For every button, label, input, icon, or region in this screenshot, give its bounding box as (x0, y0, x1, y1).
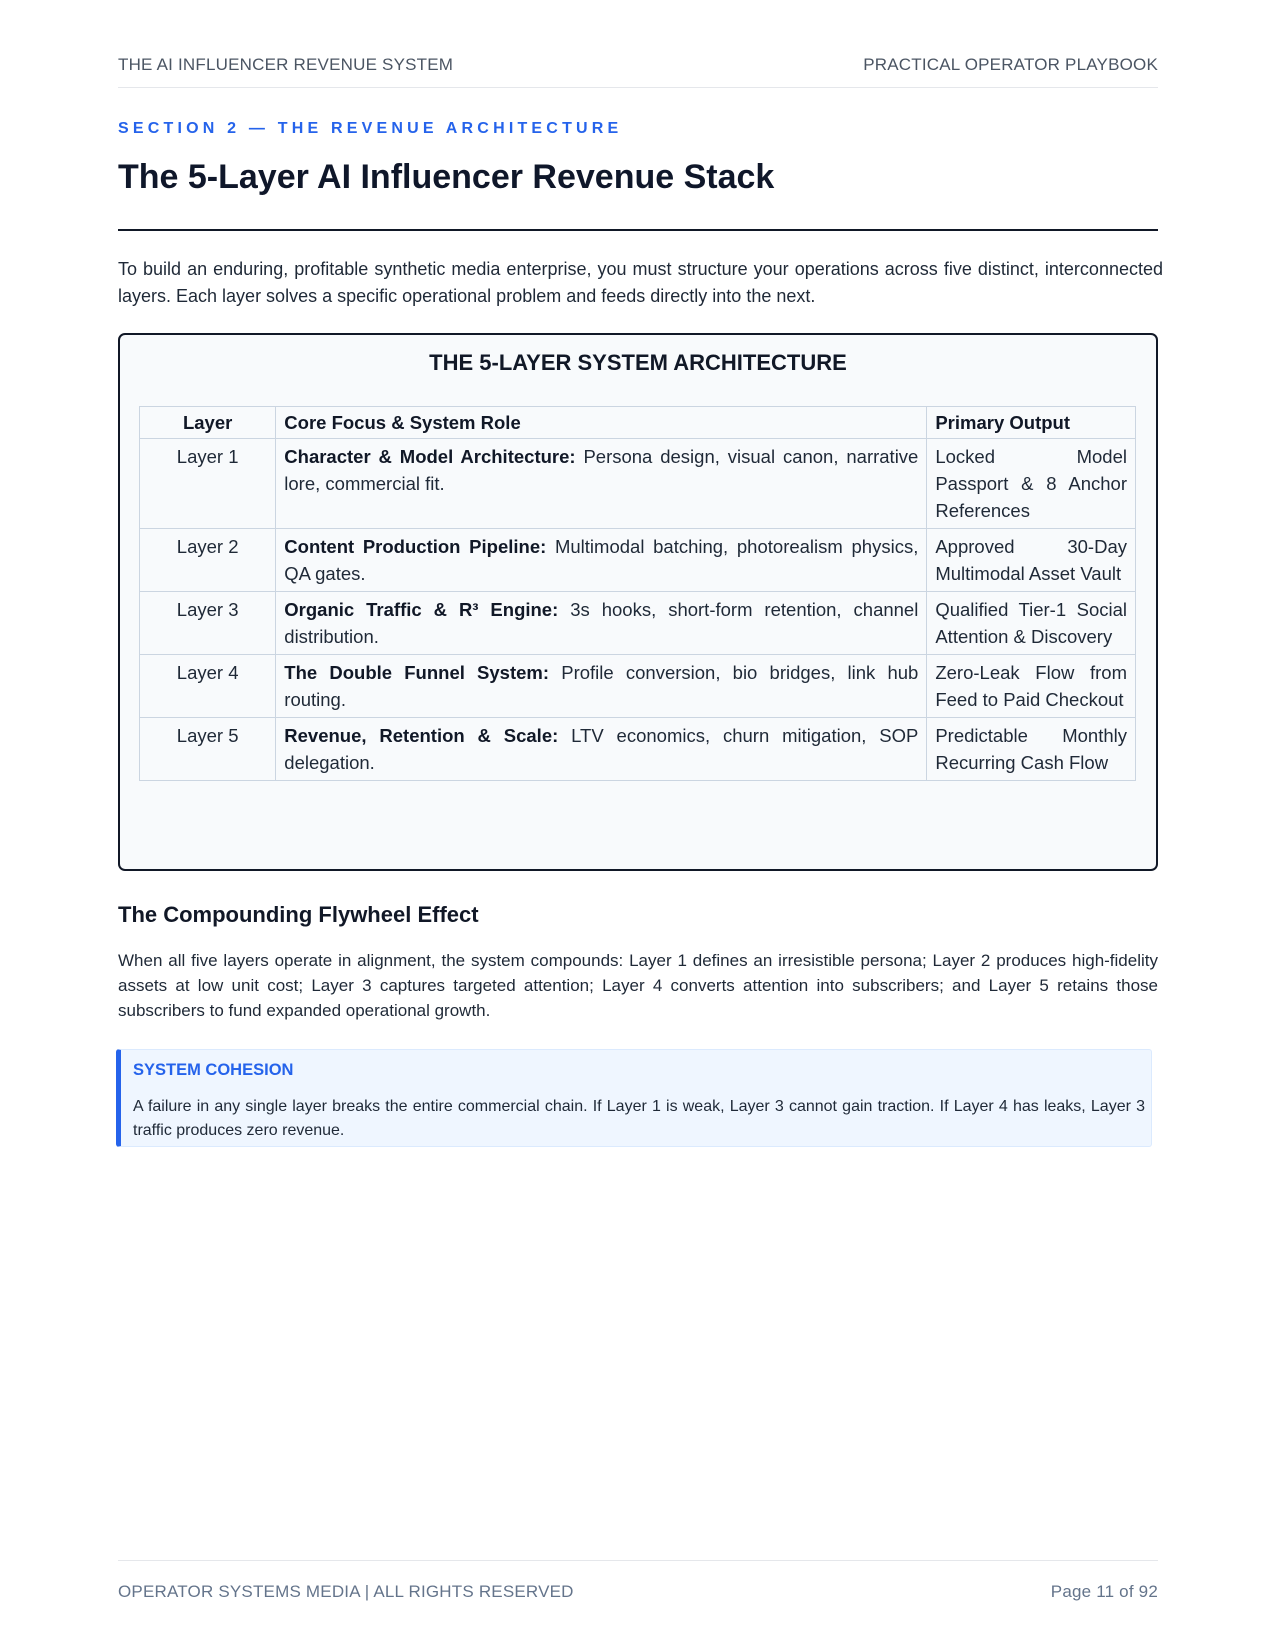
column-header-output: Primary Output (927, 407, 1136, 439)
system-cohesion-callout (116, 1049, 1152, 1147)
focus-title: Organic Traffic & R³ Engine: (284, 599, 559, 620)
output-cell: Locked Model Passport & 8 Anchor References (927, 439, 1136, 529)
title-divider (118, 229, 1158, 231)
header-book-title: THE AI INFLUENCER REVENUE SYSTEM (118, 55, 454, 74)
output-cell: Qualified Tier-1 Social Attention & Discovery (927, 592, 1136, 655)
table-row (140, 529, 1136, 592)
footer-divider (118, 1560, 1158, 1561)
layer-cell: Layer 3 (140, 592, 276, 655)
focus-description: 3s hooks, short-form retention, channel distribution. (284, 599, 919, 647)
focus-description: Multimodal batching, photorealism physics, QA gates. (284, 536, 919, 584)
header-book-subtitle: PRACTICAL OPERATOR PLAYBOOK (863, 55, 1158, 74)
focus-description: Persona design, visual canon, narrative lore, commercial fit. (284, 446, 919, 494)
column-header-layer: Layer (140, 407, 276, 439)
focus-cell (276, 592, 927, 655)
focus-cell (276, 529, 927, 592)
output-cell: Approved 30-Day Multimodal Asset Vault (927, 529, 1136, 592)
section-label: SECTION 2 — THE REVENUE ARCHITECTURE (118, 120, 623, 137)
focus-cell (276, 655, 927, 718)
flywheel-paragraph: When all five layers operate in alignment, the system compounds: Layer 1 defines an irresistible persona; Layer 2 produces high-fidelity assets at low unit cost; Layer 3 captures targeted attention; Layer 4 converts attention into subscribers; and Layer 5 retains those subscribers to fund expanded operational growth. (118, 951, 1158, 1020)
focus-title: The Double Funnel System: (284, 662, 550, 683)
document-page (118, 0, 1163, 1650)
focus-cell (276, 439, 927, 529)
callout-text: A failure in any single layer breaks the entire commercial chain. If Layer 1 is weak, Layer 3 cannot gain traction. If Layer 4 has leaks, Layer 3 traffic produces zero revenue. (133, 1098, 1145, 1139)
output-cell: Predictable Monthly Recurring Cash Flow (927, 718, 1136, 781)
page-title: The 5-Layer AI Influencer Revenue Stack (118, 158, 775, 196)
output-cell: Zero-Leak Flow from Feed to Paid Checkout (927, 655, 1136, 718)
footer-copyright: OPERATOR SYSTEMS MEDIA | ALL RIGHTS RESERVED (118, 1582, 574, 1601)
page-number: Page 11 of 92 (1050, 1582, 1158, 1601)
architecture-table (139, 406, 1136, 781)
layer-cell: Layer 2 (140, 529, 276, 592)
table-row (140, 439, 1136, 529)
table-row (140, 655, 1136, 718)
layer-cell: Layer 4 (140, 655, 276, 718)
focus-cell (276, 718, 927, 781)
architecture-panel (118, 333, 1158, 871)
focus-description: LTV economics, churn mitigation, SOP delegation. (284, 725, 919, 773)
focus-title: Content Production Pipeline: (284, 536, 547, 557)
table-row (140, 718, 1136, 781)
column-header-focus: Core Focus & System Role (276, 407, 927, 439)
flywheel-heading: The Compounding Flywheel Effect (118, 902, 479, 927)
architecture-title: THE 5-LAYER SYSTEM ARCHITECTURE (429, 350, 847, 375)
running-header (118, 55, 1158, 88)
page-footer (118, 1582, 1158, 1602)
table-header-row (140, 407, 1136, 439)
layer-cell: Layer 1 (140, 439, 276, 529)
focus-title: Character & Model Architecture: (284, 446, 576, 467)
table-row (140, 592, 1136, 655)
intro-paragraph: To build an enduring, profitable synthetic media enterprise, you must structure your operations across five distinct, interconnected layers. Each layer solves a specific operational problem and feeds directly into the next. (118, 259, 1163, 306)
callout-title: SYSTEM COHESION (133, 1061, 294, 1079)
focus-description: Profile conversion, bio bridges, link hub routing. (284, 662, 919, 710)
layer-cell: Layer 5 (140, 718, 276, 781)
focus-title: Revenue, Retention & Scale: (284, 725, 559, 746)
